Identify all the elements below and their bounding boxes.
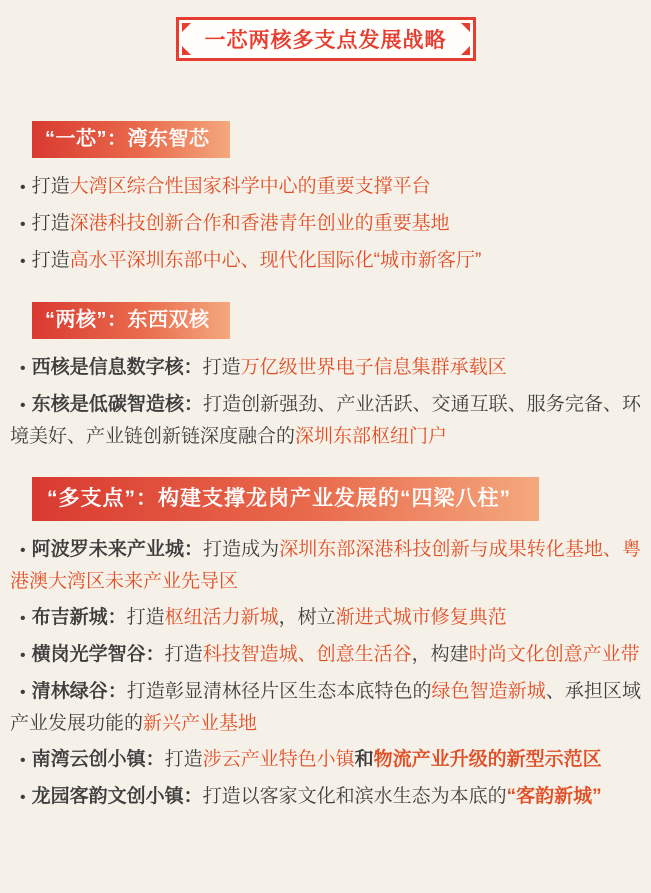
highlight-text: 物流产业升级的新型示范区 <box>373 749 602 770</box>
body-text: 打造 <box>202 357 241 378</box>
bullet-icon: • <box>20 179 26 196</box>
sections-container <box>0 61 651 813</box>
highlight-text: 新兴产业基地 <box>143 713 258 734</box>
body-text: 打造成为 <box>203 539 280 560</box>
list-item <box>10 534 641 597</box>
bullet-icon: • <box>20 542 26 559</box>
highlight-text: 高水平深圳东部中心、现代化国际化“城市新客厅” <box>69 250 482 271</box>
body-text: 打造 <box>164 644 203 665</box>
list-item <box>10 676 641 739</box>
highlight-text: 万亿级世界电子信息集群承载区 <box>240 357 507 378</box>
bullet-icon: • <box>20 684 26 701</box>
corner-mark-icon <box>461 23 470 32</box>
list-item <box>10 639 641 671</box>
bullet-icon: • <box>20 360 26 377</box>
highlight-text: 科技智造城、创意生活谷 <box>202 644 412 665</box>
list-item <box>10 602 641 634</box>
highlight-text: 大湾区综合性国家科学中心的重要支撑平台 <box>69 176 431 197</box>
body-text: 打造以客家文化和滨水生态为本底的 <box>202 786 507 807</box>
body-text: 打造 <box>164 749 203 770</box>
section-heading: “多支点”：构建支撑龙岗产业发展的“四梁八柱” <box>32 477 539 521</box>
section-items <box>10 352 641 452</box>
body-text: 清林绿谷： <box>31 681 127 702</box>
strategy-infographic <box>0 17 651 813</box>
list-item <box>10 781 641 813</box>
section-1 <box>10 61 641 277</box>
list-item <box>10 352 641 384</box>
bullet-icon: • <box>20 789 26 806</box>
body-text: 、承担区域产业发展功能的 <box>10 681 641 734</box>
bullet-icon: • <box>20 397 26 414</box>
highlight-text: 深港科技创新合作和香港青年创业的重要基地 <box>69 213 450 234</box>
bullet-icon: • <box>20 610 26 627</box>
body-text: 东核是低碳智造核： <box>31 394 204 415</box>
title-banner <box>176 17 476 61</box>
page-title: 一芯两核多支点发展战略 <box>204 29 447 52</box>
corner-mark-icon <box>461 46 470 55</box>
body-text: 打造 <box>31 250 70 271</box>
list-item <box>10 208 641 240</box>
body-text: ，树立 <box>278 607 336 628</box>
section-items <box>10 534 641 813</box>
body-text: ，构建 <box>411 644 469 665</box>
body-text: 阿波罗未来产业城： <box>31 539 204 560</box>
highlight-text: “客韵新城” <box>506 786 602 807</box>
list-item <box>10 245 641 277</box>
bullet-icon: • <box>20 647 26 664</box>
body-text: 打造 <box>31 213 70 234</box>
section-3 <box>10 457 641 813</box>
highlight-text: 深圳东部枢纽门户 <box>295 426 448 447</box>
body-text: 龙园客韵文创小镇： <box>31 786 203 807</box>
body-text: 打造彰显清林径片区生态本底特色的 <box>126 681 432 702</box>
highlight-text: 枢纽活力新城 <box>164 607 279 628</box>
body-text: 横岗光学智谷： <box>31 644 165 665</box>
body-text: 打造创新强劲、产业活跃、交通互联、服务完备、环境美好、产业链创新链深度融合的 <box>10 394 641 447</box>
highlight-text: 时尚文化创意产业带 <box>468 644 640 665</box>
list-item <box>10 389 641 452</box>
section-heading: “两核”：东西双核 <box>32 302 230 339</box>
list-item <box>10 744 641 776</box>
bullet-icon: • <box>20 216 26 233</box>
bullet-icon: • <box>20 752 26 769</box>
corner-mark-icon <box>182 23 191 32</box>
highlight-text: 渐进式城市修复典范 <box>335 607 507 628</box>
body-text: 打造 <box>31 176 70 197</box>
list-item <box>10 171 641 203</box>
highlight-text: 绿色智造新城 <box>431 681 546 702</box>
section-items <box>10 171 641 277</box>
section-heading: “一芯”：湾东智芯 <box>32 121 230 158</box>
body-text: 南湾云创小镇： <box>31 749 165 770</box>
body-text: 和 <box>354 749 374 770</box>
body-text: 布吉新城： <box>31 607 127 628</box>
body-text: 打造 <box>126 607 165 628</box>
section-2 <box>10 282 641 452</box>
highlight-text: 涉云产业特色小镇 <box>202 749 355 770</box>
bullet-icon: • <box>20 253 26 270</box>
body-text: 西核是信息数字核： <box>31 357 203 378</box>
corner-mark-icon <box>182 46 191 55</box>
highlight-text: 深圳东部深港科技创新与成果转化基地、粤港澳大湾区未来产业先导区 <box>10 539 641 592</box>
